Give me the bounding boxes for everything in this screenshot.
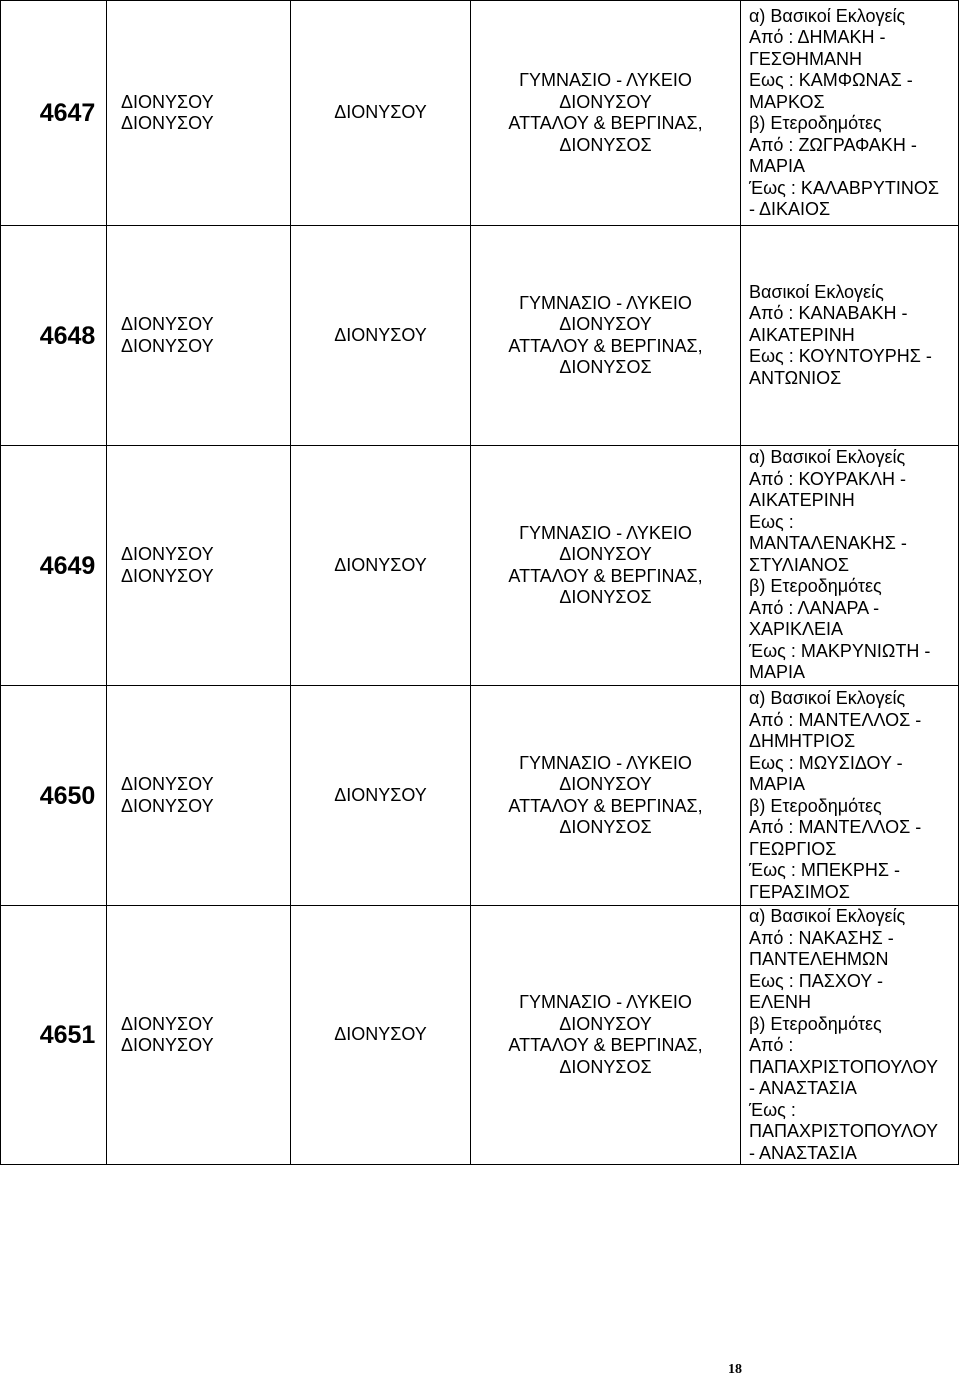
voter-range-line: Εως : bbox=[749, 511, 794, 532]
municipality-line: ΔΙΟΝΥΣΟΥ bbox=[121, 91, 214, 112]
station-number: 4651 bbox=[39, 1021, 96, 1049]
venue-line: ΑΤΤΑΛΟΥ & ΒΕΡΓΙΝΑΣ, bbox=[508, 795, 703, 816]
station-number-cell bbox=[1, 1, 107, 226]
voter-range-line: Από : ΖΩΓΡΑΦΑΚΗ - bbox=[749, 134, 917, 155]
venue-line: ΓΥΜΝΑΣΙΟ - ΛΥΚΕΙΟ bbox=[519, 752, 692, 773]
voter-range-line: ΑΝΤΩΝΙΟΣ bbox=[749, 367, 842, 388]
municipality-line: ΔΙΟΝΥΣΟΥ bbox=[121, 314, 214, 334]
voter-range-line: α) Βασικοί Εκλογείς bbox=[749, 5, 906, 26]
voter-range-line: Από : ΚΑΝΑΒΑΚΗ - bbox=[749, 303, 908, 324]
venue-line: ΓΥΜΝΑΣΙΟ - ΛΥΚΕΙΟ bbox=[519, 992, 692, 1012]
municipality-cell bbox=[107, 686, 291, 906]
voter-range-line: ΣΤΥΛΙΑΝΟΣ bbox=[749, 554, 849, 575]
voter-range-line: ΧΑΡΙΚΛΕΙΑ bbox=[749, 619, 844, 640]
voter-range-line: ΓΕΡΑΣΙΜΟΣ bbox=[749, 881, 850, 902]
municipality-line: ΔΙΟΝΥΣΟΥ bbox=[121, 1035, 214, 1055]
voter-range-line: ΑΙΚΑΤΕΡΙΝΗ bbox=[749, 324, 855, 345]
district-name: ΔΙΟΝΥΣΟΥ bbox=[334, 1024, 427, 1045]
voter-range-line: Εως : ΠΑΣΧΟΥ - bbox=[749, 970, 883, 991]
venue-cell bbox=[471, 446, 741, 686]
voter-range-cell bbox=[741, 906, 959, 1165]
venue-line: ΔΙΟΝΥΣΟΥ bbox=[559, 314, 652, 334]
district-cell bbox=[291, 1, 471, 226]
venue-cell bbox=[471, 906, 741, 1165]
voter-range-line: ΑΙΚΑΤΕΡΙΝΗ bbox=[749, 490, 855, 511]
municipality-line: ΔΙΟΝΥΣΟΥ bbox=[121, 1013, 214, 1034]
municipality-cell bbox=[107, 226, 291, 446]
voter-range-line: α) Βασικοί Εκλογείς bbox=[749, 906, 906, 926]
station-number: 4649 bbox=[39, 551, 96, 580]
district-cell bbox=[291, 686, 471, 906]
station-number: 4647 bbox=[39, 99, 96, 127]
voter-range-line: α) Βασικοί Εκλογείς bbox=[749, 447, 906, 468]
voter-range-line: - ΑΝΑΣΤΑΣΙΑ bbox=[749, 1078, 857, 1098]
voter-range-line: Βασικοί Εκλογείς bbox=[749, 281, 884, 302]
voter-range-line: β) Ετεροδημότες bbox=[749, 113, 882, 133]
voter-range-line: Από : bbox=[749, 1035, 794, 1055]
table-row bbox=[1, 1, 959, 226]
municipality-cell bbox=[107, 906, 291, 1165]
voter-range-line: Από : ΔΗΜΑΚΗ - bbox=[749, 27, 886, 47]
voter-range-cell bbox=[741, 1, 959, 226]
venue-line: ΔΙΟΝΥΣΟΣ bbox=[559, 134, 652, 155]
voter-range-line: Από : ΚΟΥΡΑΚΛΗ - bbox=[749, 468, 907, 489]
voter-range-line: Έως : ΜΠΕΚΡΗΣ - bbox=[749, 860, 900, 880]
voter-range-line: Έως : ΚΑΛΑΒΡΥΤΙΝΟΣ bbox=[749, 177, 940, 198]
venue-line: ΔΙΟΝΥΣΟΥ bbox=[559, 544, 652, 564]
venue-line: ΑΤΤΑΛΟΥ & ΒΕΡΓΙΝΑΣ, bbox=[508, 1035, 703, 1055]
venue-line: ΑΤΤΑΛΟΥ & ΒΕΡΓΙΝΑΣ, bbox=[508, 113, 703, 133]
district-cell bbox=[291, 226, 471, 446]
voter-range-line: - ΑΝΑΣΤΑΣΙΑ bbox=[749, 1142, 857, 1163]
station-number-cell bbox=[1, 686, 107, 906]
venue-line: ΔΙΟΝΥΣΟΣ bbox=[559, 1056, 652, 1077]
voter-range-cell bbox=[741, 686, 959, 906]
station-number-cell bbox=[1, 906, 107, 1165]
municipality-line: ΔΙΟΝΥΣΟΥ bbox=[121, 113, 214, 133]
venue-line: ΑΤΤΑΛΟΥ & ΒΕΡΓΙΝΑΣ, bbox=[508, 335, 703, 356]
voter-range-line: ΜΑΝΤΑΛΕΝΑΚΗΣ - bbox=[749, 533, 907, 554]
voter-range-line: ΠΑΠΑΧΡΙΣΤΟΠΟΥΛΟΥ bbox=[749, 1121, 938, 1141]
venue-line: ΔΙΟΝΥΣΟΥ bbox=[559, 774, 652, 794]
venue-cell bbox=[471, 1, 741, 226]
municipality-line: ΔΙΟΝΥΣΟΥ bbox=[121, 335, 214, 356]
voter-range-line: Από : ΜΑΝΤΕΛΛΟΣ - bbox=[749, 709, 922, 730]
venue-line: ΔΙΟΝΥΣΟΥ bbox=[559, 91, 652, 112]
voter-range-line: ΕΛΕΝΗ bbox=[749, 992, 812, 1012]
station-number-cell bbox=[1, 446, 107, 686]
voter-range-line: ΔΗΜΗΤΡΙΟΣ bbox=[749, 731, 856, 751]
voter-range-line: β) Ετεροδημότες bbox=[749, 795, 882, 816]
voter-range-line: Εως : ΚΟΥΝΤΟΥΡΗΣ - bbox=[749, 346, 932, 367]
voter-range-line: ΠΑΝΤΕΛΕΗΜΩΝ bbox=[749, 949, 889, 969]
station-number: 4650 bbox=[39, 781, 96, 810]
voter-range-line: ΜΑΡΙΑ bbox=[749, 662, 806, 683]
municipality-cell bbox=[107, 446, 291, 686]
voter-range-line: β) Ετεροδημότες bbox=[749, 1013, 882, 1034]
table-row bbox=[1, 226, 959, 446]
municipality-line: ΔΙΟΝΥΣΟΥ bbox=[121, 565, 214, 586]
voter-range-line: Εως : ΚΑΜΦΩΝΑΣ - bbox=[749, 70, 913, 90]
voter-range-line: ΠΑΠΑΧΡΙΣΤΟΠΟΥΛΟΥ bbox=[749, 1056, 938, 1077]
venue-line: ΔΙΟΝΥΣΟΣ bbox=[559, 357, 652, 377]
voter-range-line: Έως : ΜΑΚΡΥΝΙΩΤΗ - bbox=[749, 640, 931, 661]
municipality-line: ΔΙΟΝΥΣΟΥ bbox=[121, 774, 214, 794]
voter-range-line: ΜΑΡΙΑ bbox=[749, 774, 806, 794]
voter-range-line: ΓΕΣΘΗΜΑΝΗ bbox=[749, 48, 863, 69]
station-number-cell bbox=[1, 226, 107, 446]
venue-line: ΔΙΟΝΥΣΟΣ bbox=[559, 587, 652, 607]
venue-line: ΑΤΤΑΛΟΥ & ΒΕΡΓΙΝΑΣ, bbox=[508, 565, 703, 586]
voter-range-line: Έως : bbox=[749, 1099, 796, 1120]
voter-range-line: Εως : ΜΩΥΣΙΔΟΥ - bbox=[749, 752, 903, 773]
district-cell bbox=[291, 906, 471, 1165]
venue-line: ΓΥΜΝΑΣΙΟ - ΛΥΚΕΙΟ bbox=[519, 522, 692, 543]
voter-range-line: Από : ΜΑΝΤΕΛΛΟΣ - bbox=[749, 817, 922, 837]
voter-range-line: ΜΑΡΙΑ bbox=[749, 156, 806, 176]
table-row bbox=[1, 906, 959, 1165]
district-name: ΔΙΟΝΥΣΟΥ bbox=[334, 324, 427, 345]
district-name: ΔΙΟΝΥΣΟΥ bbox=[334, 102, 427, 123]
municipality-line: ΔΙΟΝΥΣΟΥ bbox=[121, 544, 214, 564]
venue-line: ΓΥΜΝΑΣΙΟ - ΛΥΚΕΙΟ bbox=[519, 292, 692, 313]
voter-range-line: ΜΑΡΚΟΣ bbox=[749, 91, 825, 112]
voter-range-cell bbox=[741, 446, 959, 686]
voter-range-line: β) Ετεροδημότες bbox=[749, 576, 882, 597]
venue-cell bbox=[471, 686, 741, 906]
voter-range-line: Από : ΝΑΚΑΣΗΣ - bbox=[749, 927, 894, 948]
municipality-line: ΔΙΟΝΥΣΟΥ bbox=[121, 795, 214, 816]
venue-line: ΓΥΜΝΑΣΙΟ - ΛΥΚΕΙΟ bbox=[519, 70, 692, 90]
voter-range-line: α) Βασικοί Εκλογείς bbox=[749, 688, 906, 708]
page-number: 18 bbox=[728, 1362, 742, 1377]
voter-range-cell bbox=[741, 226, 959, 446]
municipality-cell bbox=[107, 1, 291, 226]
voter-range-line: Από : ΛΑΝΑΡΑ - bbox=[749, 597, 880, 618]
venue-cell bbox=[471, 226, 741, 446]
district-name: ΔΙΟΝΥΣΟΥ bbox=[334, 784, 427, 805]
table-row bbox=[1, 686, 959, 906]
station-number: 4648 bbox=[39, 321, 96, 350]
voter-range-line: ΓΕΩΡΓΙΟΣ bbox=[749, 838, 837, 859]
district-cell bbox=[291, 446, 471, 686]
table-row bbox=[1, 446, 959, 686]
venue-line: ΔΙΟΝΥΣΟΣ bbox=[559, 817, 652, 837]
voter-range-line: - ΔΙΚΑΙΟΣ bbox=[749, 199, 831, 219]
venue-line: ΔΙΟΝΥΣΟΥ bbox=[559, 1013, 652, 1034]
district-name: ΔΙΟΝΥΣΟΥ bbox=[334, 554, 427, 575]
